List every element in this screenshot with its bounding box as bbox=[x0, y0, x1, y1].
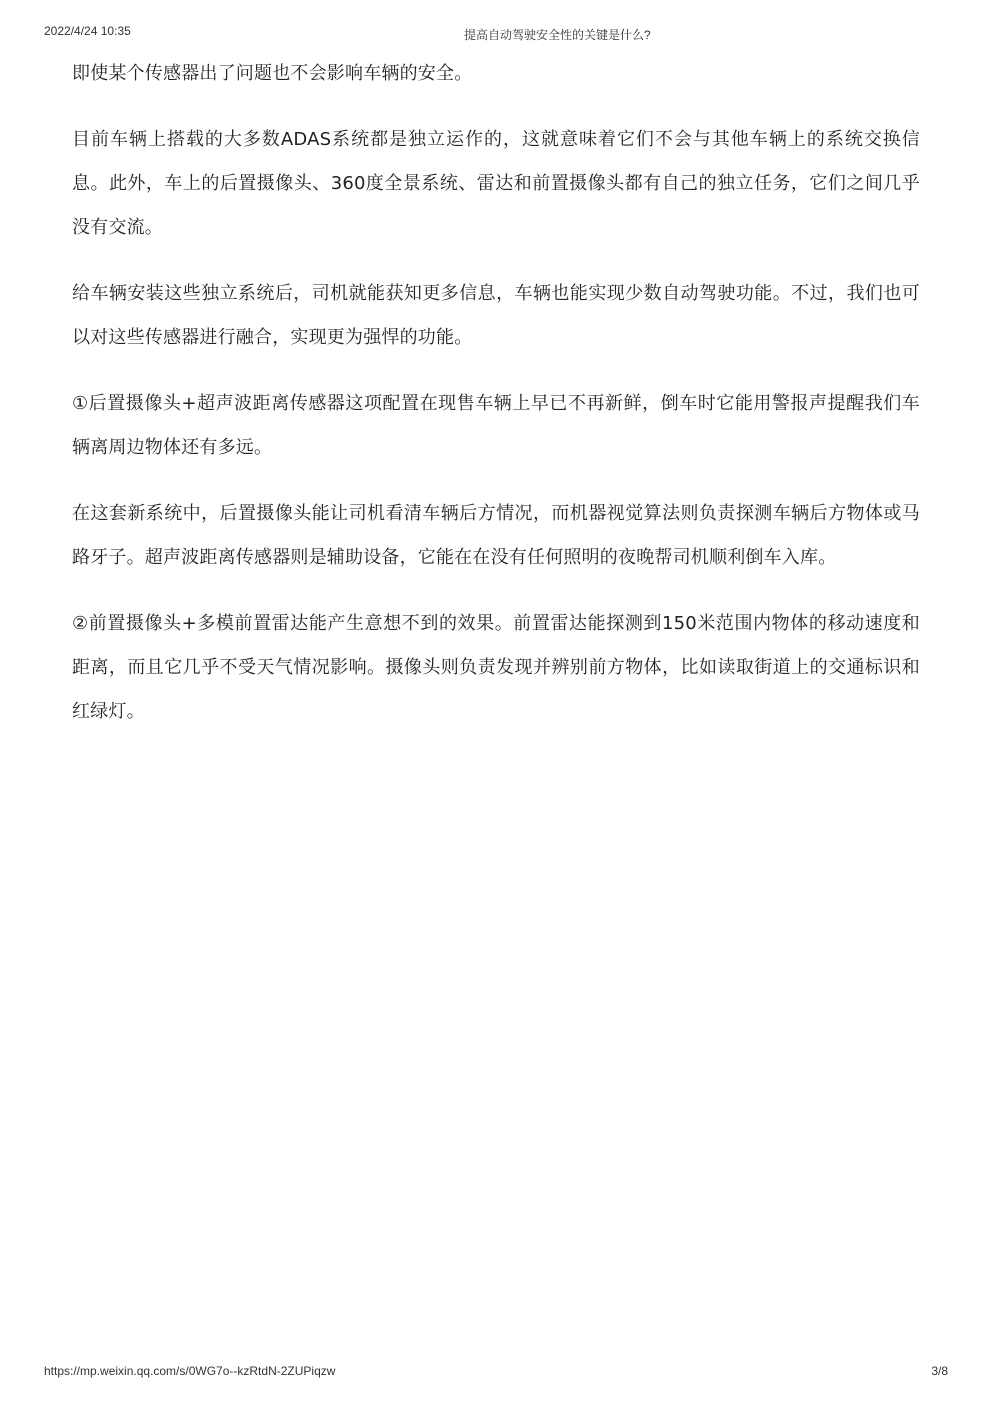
paragraph-front-camera-radar: ②前置摄像头+多模前置雷达能产生意想不到的效果。前置雷达能探测到150米范围内物体的移动速度和距离，而且它几乎不受天气情况影响。摄像头则负责发现并辨别前方物体，比如读取街道上的交通标识和红绿灯。 bbox=[72, 613, 920, 722]
page-number: 3/8 bbox=[931, 1364, 948, 1378]
print-header bbox=[44, 24, 948, 40]
print-datetime: 2022/4/24 10:35 bbox=[44, 24, 131, 38]
article-body bbox=[72, 52, 920, 756]
paragraph-sensor-failure: 即使某个传感器出了问题也不会影响车辆的安全。 bbox=[72, 63, 473, 84]
paragraph-sensor-fusion: 给车辆安装这些独立系统后，司机就能获知更多信息，车辆也能实现少数自动驾驶功能。不过，我们也可以对这些传感器进行融合，实现更为强悍的功能。 bbox=[72, 283, 920, 348]
paragraph-independent-adas: 目前车辆上搭载的大多数ADAS系统都是独立运作的，这就意味着它们不会与其他车辆上的系统交换信息。此外，车上的后置摄像头、360度全景系统、雷达和前置摄像头都有自己的独立任务，它们之间几乎没有交流。 bbox=[72, 129, 920, 238]
paragraph-new-system: 在这套新系统中，后置摄像头能让司机看清车辆后方情况，而机器视觉算法则负责探测车辆后方物体或马路牙子。超声波距离传感器则是辅助设备，它能在在没有任何照明的夜晚帮司机顺利倒车入库。 bbox=[72, 503, 920, 568]
page-title: 提高自动驾驶安全性的关键是什么? bbox=[464, 28, 651, 42]
paragraph-rear-camera-ultrasonic: ①后置摄像头+超声波距离传感器这项配置在现售车辆上早已不再新鲜，倒车时它能用警报声提醒我们车辆离周边物体还有多远。 bbox=[72, 393, 920, 458]
source-url: https://mp.weixin.qq.com/s/0WG7o--kzRtdN-2ZUPiqzw bbox=[44, 1364, 336, 1378]
print-footer bbox=[44, 1364, 948, 1380]
